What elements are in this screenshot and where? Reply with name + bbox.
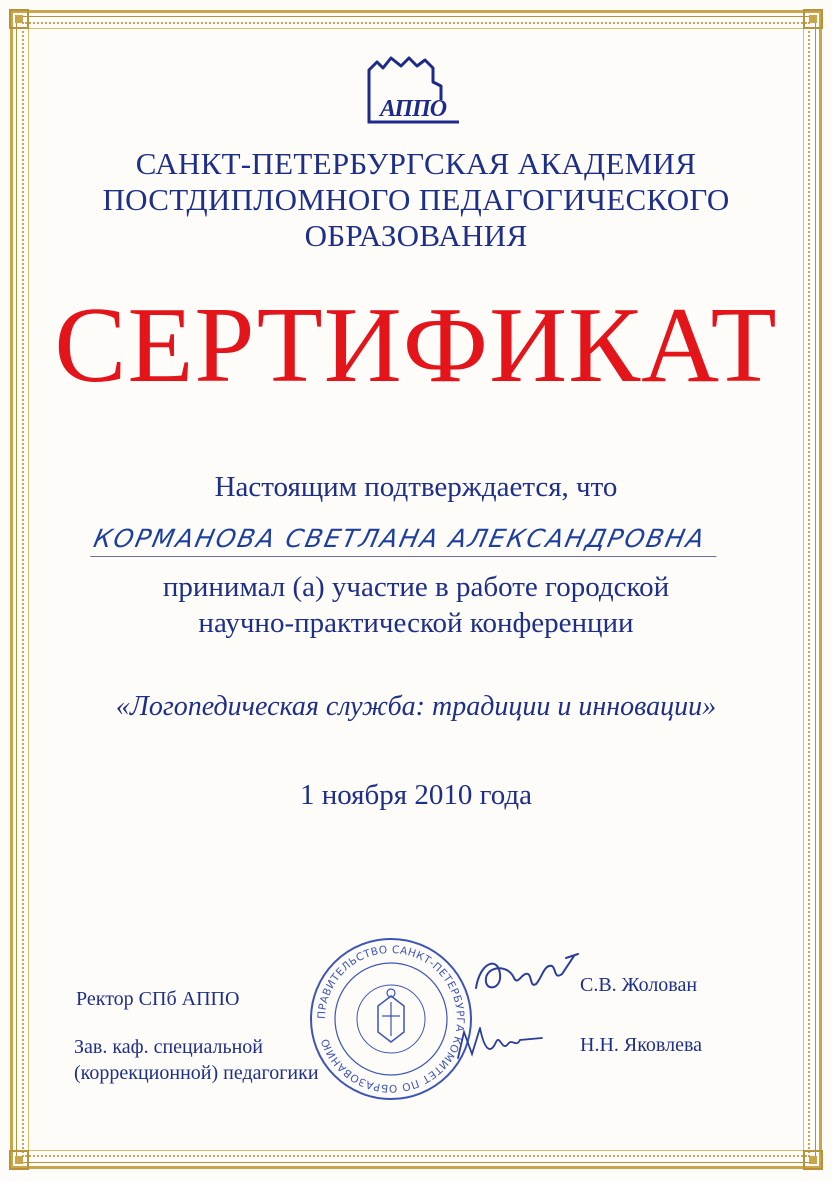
corner-ornament-icon — [802, 8, 824, 30]
event-date: 1 ноября 2010 года — [299, 779, 533, 811]
participation-line2: научно-практической конференции — [198, 607, 634, 639]
head-name: Н.Н. Яковлева — [580, 1034, 703, 1056]
logo-text: АППО — [380, 96, 447, 122]
confirmation-text: Настоящим подтверждается, что — [214, 471, 618, 503]
certificate-title: СЕРТИФИКАТ — [54, 286, 778, 405]
corner-ornament-icon — [8, 1149, 30, 1171]
head-label-line2: (коррекционной) педагогики — [74, 1062, 319, 1084]
rector-signature-icon — [470, 944, 580, 1004]
recipient-name: КОРМАНОВА СВЕТЛАНА АЛЕКСАНДРОВНА — [90, 522, 723, 557]
academy-name-line1: САНКТ-ПЕТЕРБУРГСКАЯ АКАДЕМИЯ — [135, 146, 697, 181]
conference-topic: «Логопедическая служба: традиции и инновации» — [115, 691, 717, 722]
rector-label: Ректор СПб АППО — [76, 988, 240, 1010]
head-label-line1: Зав. каф. специальной — [74, 1036, 264, 1058]
corner-ornament-icon — [8, 8, 30, 30]
academy-name-line2: ПОСТДИПЛОМНОГО ПЕДАГОГИЧЕСКОГО — [102, 182, 730, 217]
rector-name: С.В. Жолован — [580, 974, 698, 996]
academy-name-line3: ОБРАЗОВАНИЯ — [304, 218, 528, 253]
corner-ornament-icon — [802, 1149, 824, 1171]
participation-line1: принимал (а) участие в работе городской — [162, 571, 670, 603]
head-signature-icon — [450, 1018, 550, 1068]
seal-text: ПРАВИТЕЛЬСТВО САНКТ-ПЕТЕРБУРГА КОМИТЕТ ПО ОБРАЗОВАНИЮ — [315, 943, 467, 1095]
